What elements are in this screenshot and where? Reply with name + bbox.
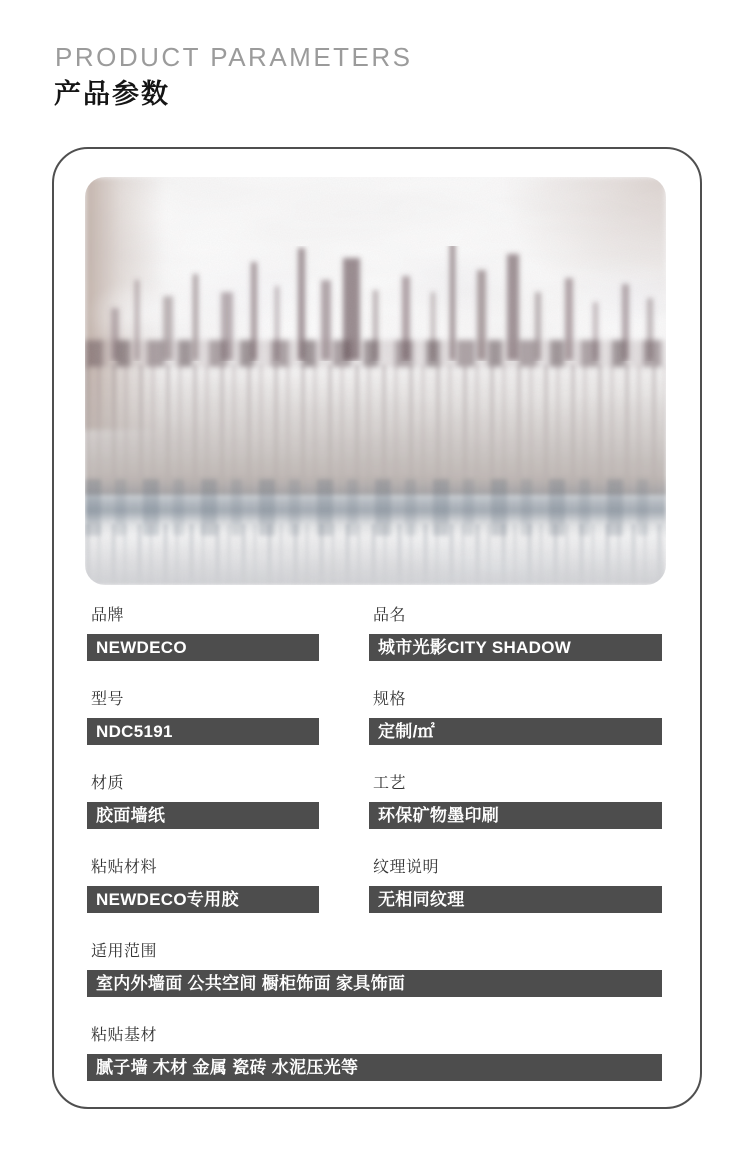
param-label: 纹理说明 <box>373 859 440 876</box>
page-title-chinese: 产品参数 <box>54 79 170 109</box>
param-label: 工艺 <box>373 775 407 792</box>
param-label: 品名 <box>373 607 407 624</box>
param-label: 型号 <box>91 691 125 708</box>
param-group <box>87 941 662 997</box>
param-value-bar: NDC5191 <box>87 718 319 745</box>
param-value-bar: 城市光影CITY SHADOW <box>369 634 662 661</box>
params-grid <box>87 605 662 1081</box>
param-value-bar: 腻子墙 木材 金属 瓷砖 水泥压光等 <box>87 1054 662 1081</box>
param-label: 材质 <box>91 775 125 792</box>
param-group <box>87 689 319 745</box>
param-group <box>369 773 662 829</box>
page-title-english: PRODUCT PARAMETERS <box>55 42 413 72</box>
param-group <box>369 605 662 661</box>
artwork-grain-texture <box>85 177 666 585</box>
param-label: 粘贴材料 <box>91 859 158 876</box>
param-group <box>369 689 662 745</box>
param-value-bar: 无相同纹理 <box>369 886 662 913</box>
param-label: 规格 <box>373 691 407 708</box>
param-label: 品牌 <box>91 607 125 624</box>
param-group <box>87 1025 662 1081</box>
param-value-bar: 室内外墙面 公共空间 橱柜饰面 家具饰面 <box>87 970 662 997</box>
param-group <box>87 773 319 829</box>
param-value-bar: NEWDECO <box>87 634 319 661</box>
param-group <box>87 857 319 913</box>
param-group <box>87 605 319 661</box>
param-value-bar: 胶面墙纸 <box>87 802 319 829</box>
param-value-bar: 定制/㎡ <box>369 718 662 745</box>
param-group <box>369 857 662 913</box>
param-label: 粘贴基材 <box>91 1027 158 1044</box>
param-value-bar: 环保矿物墨印刷 <box>369 802 662 829</box>
param-value-bar: NEWDECO专用胶 <box>87 886 319 913</box>
product-image <box>85 177 666 585</box>
param-label: 适用范围 <box>91 943 158 960</box>
parameters-card <box>52 147 702 1109</box>
